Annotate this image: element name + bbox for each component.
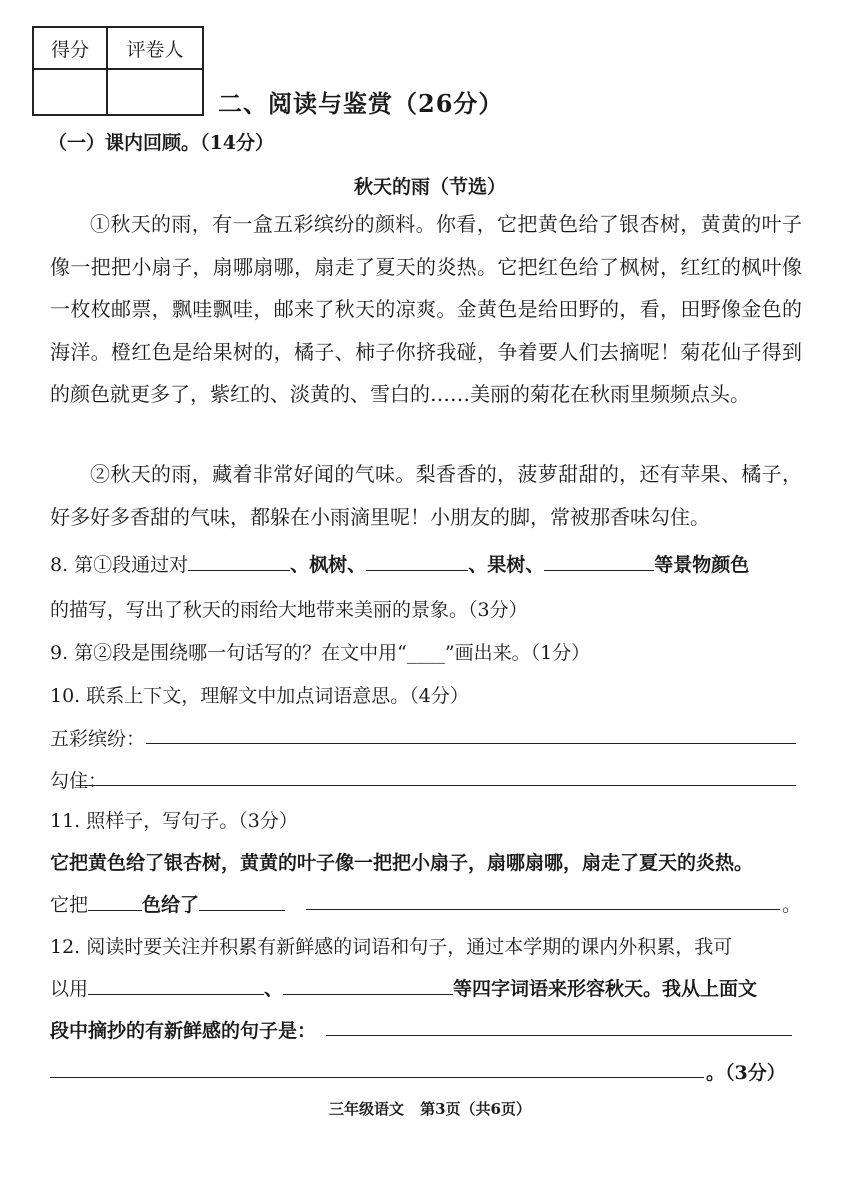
answer-line[interactable]	[76, 784, 796, 786]
question-11-end: 。	[782, 894, 802, 916]
section-title: 二、阅读与鉴赏（26分）	[218, 89, 504, 118]
score-table	[32, 26, 204, 116]
answer-line[interactable]	[146, 742, 796, 744]
answer-line[interactable]	[326, 1034, 792, 1036]
question-12-line-1: 12. 阅读时要关注并积累有新鲜感的词语和句子，通过本学期的课内外积累，我可	[50, 936, 733, 958]
answer-line[interactable]	[306, 908, 780, 910]
question-10: 10. 联系上下文，理解文中加点词语意思。（4分）	[50, 685, 469, 707]
answer-blank[interactable]	[544, 552, 654, 571]
passage-title: 秋天的雨（节选）	[353, 176, 506, 198]
answer-blank[interactable]	[188, 552, 290, 571]
answer-blank[interactable]	[199, 892, 285, 911]
footer-page-number: 第3页（共6页）	[420, 1100, 531, 1118]
question-11-example: 它把黄色给了银杏树，黄黄的叶子像一把把小扇子，扇哪扇哪，扇走了夏天的炎热。	[50, 852, 754, 874]
question-11: 11. 照样子，写句子。（3分）	[50, 810, 298, 832]
question-9: 9. 第②段是围绕哪一句话写的？在文中用“____”画出来。（1分）	[50, 642, 591, 664]
grader-cell[interactable]	[107, 69, 203, 115]
answer-blank[interactable]	[283, 976, 453, 995]
sub-title: （一）课内回顾。（14分）	[48, 132, 274, 154]
question-12-line-2: 以用 、 等四字词语来形容秋天。我从上面文	[50, 978, 758, 1000]
question-10-word-2: 勾住：	[50, 770, 108, 792]
question-10-word-1: 五彩缤纷：	[50, 728, 146, 750]
question-11-answer: 它把 色给了	[50, 890, 802, 917]
question-8-line-2: 的描写，写出了秋天的雨给大地带来美丽的景象。（3分）	[50, 599, 528, 621]
answer-blank[interactable]	[88, 892, 142, 911]
passage-paragraph-2: ②秋天的雨，藏着非常好闻的气味。梨香香的，菠萝甜甜的，还有苹果、橘子，好多好多香甜的气味，都躲在小雨滴里呢！小朋友的脚，常被那香味勾住。	[50, 462, 802, 529]
answer-blank[interactable]	[366, 552, 468, 571]
score-cell[interactable]	[33, 69, 107, 115]
passage-paragraph-1: ①秋天的雨，有一盒五彩缤纷的颜料。你看，它把黄色给了银杏树，黄黄的叶子像一把把小扇子，扇哪扇哪，扇走了夏天的炎热。它把红色给了枫树，红红的枫叶像一枚枚邮票，飘哇飘哇，邮来了秋天的凉爽。金黄色是给田野的，看，田野像金色的海洋。橙红色是给果树的，橘子、柿子你挤我碰，争着要人们去摘呢！菊花仙子得到的颜色就更多了，紫红的、淡黄的、雪白的……美丽的菊花在秋雨里频频点头。	[50, 212, 802, 406]
answer-line[interactable]	[50, 1076, 704, 1078]
score-header: 得分	[33, 27, 107, 69]
question-12-end: 。（3分）	[706, 1062, 786, 1084]
grader-header: 评卷人	[107, 27, 203, 69]
footer-subject: 三年级语文	[329, 1100, 405, 1118]
answer-blank[interactable]	[88, 976, 264, 995]
question-12-line-3: 段中摘抄的有新鲜感的句子是：	[50, 1020, 317, 1042]
page-footer	[0, 1098, 860, 1119]
question-8-line-1: 8. 第①段通过对 、枫树、 、果树、 等景物颜色	[50, 554, 750, 576]
